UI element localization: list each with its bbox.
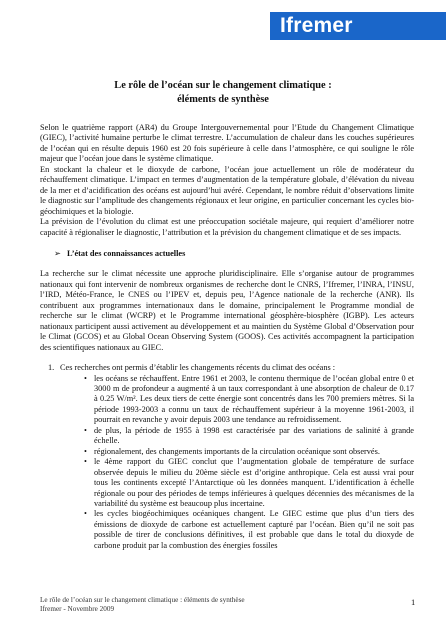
bullet-text: les océans se réchauffent. Entre 1961 et 2003, le contenu thermique de l’océan global entre 0 et 3000 m de profondeur a augmenté à un taux correspondant à une absorption de chaleur de 0.17 à 0.25 W/m². Les deux tiers de cette énergie sont concentrés dans les 700 premiers mètres. Si la période 1993-2003 a connu un taux de réchauffement supérieur à la moyenne 1961-2003, il pourrait en revanche y avoir depuis 2003 une tendance au refroidissement. xyxy=(94,373,414,425)
bullet-text: régionalement, des changements importants de la circulation océanique sont observés. xyxy=(94,446,380,456)
document-body xyxy=(40,123,414,551)
bullet-text: les cycles biogéochimiques océaniques changent. Le GIEC estime que plus d’un tiers des émissions de dioxyde de carbone est actuellement capturé par l’océan. Bien qu’il ne soit pas possible de tirer de conclusions définitives, il est probable que dans le total du dioxyde de carbone produit par la combustion des énergies fossiles xyxy=(94,509,414,550)
numbered-list-item xyxy=(48,363,414,373)
intro-paragraph-1: Selon le quatrième rapport (AR4) du Groupe Intergouvernemental pour l’Etude du Changement Climatique (GIEC), l’activité humaine perturbe le climat terrestre. L’accumulation de chaleur dans les couches supérieures de l’océan qui en résulte depuis 1960 est 20 fois supérieure à celle dans l’atmosphère, ce qui souligne le rôle majeur que l’océan joue dans le système climatique. xyxy=(40,123,414,164)
title-line-2: éléments de synthèse xyxy=(177,94,269,105)
footer-date: Ifremer - Novembre 2009 xyxy=(40,605,115,613)
intro-paragraph-2: En stockant la chaleur et le dioxyde de carbone, l’océan joue actuellement un rôle de modérateur du réchauffement climatique. L’impact en termes d’augmentation de la température globale, d’élévation du niveau de la mer et d’acidification des océans est aujourd’hui avéré. Cependant, le nombre réduit d’observations limite le diagnostic sur l’amplitude des changements régionaux et leur origine, en particulier concernant les cycles bio-géochimiques et la biologie. xyxy=(40,164,414,216)
list-number: 1. xyxy=(48,363,55,373)
bullet-icon: • xyxy=(84,509,87,519)
bullet-icon: • xyxy=(84,373,87,383)
bullet-text: le 4ème rapport du GIEC conclut que l’augmentation globale de température de surface observée depuis le milieu du 20ème siècle est d’origine anthropique. Cela est aussi vrai pour tous les continents excepté l’Antarctique où les données manquent. L’identification à échelle régionale ou pour des périodes de temps inférieures à quelques décennies des mécanismes de la variabilité du système est beaucoup plus incertaine. xyxy=(94,457,414,508)
document-title xyxy=(40,79,406,107)
section-heading xyxy=(54,248,414,259)
section-heading-text: L’état des connaissances actuelles xyxy=(66,248,186,258)
list-intro: Ces recherches ont permis d’établir les changements récents du climat des océans : xyxy=(60,363,336,373)
intro-paragraph-3: La prévision de l’évolution du climat est une préoccupation sociétale majeure, qui requiert d’améliorer notre capacité à régionaliser le diagnostic, l’attribution et la prévision du changement climatique et de ses impacts. xyxy=(40,217,414,237)
bullet-list xyxy=(60,374,414,552)
arrow-bullet-icon: ➢ xyxy=(54,247,61,258)
bullet-text: de plus, la période de 1955 à 1998 est caractérisée par des variations de salinité à grande échelle. xyxy=(94,425,414,446)
page-number: 1 xyxy=(411,597,416,607)
bullet-item xyxy=(84,457,414,509)
title-line-1: Le rôle de l’océan sur le changement climatique : xyxy=(114,80,332,91)
section-paragraph: La recherche sur le climat nécessite une approche pluridisciplinaire. Elle s’organise autour de programmes nationaux qui font intervenir de nombreux organismes de recherche dont le CNRS, l’Ifremer, l’INRA, l’INSU, l’IRD, Météo-France, le CNES ou l’IPEV et, depuis peu, l’Agence nationale de la recherche (ANR). Ils contribuent aux programmes internationaux dans le domaine, principalement le Programme mondial de recherche sur le climat (WCRP) et le Programme international géosphère-biosphère (IGBP). Les acteurs nationaux participent aussi activement au développement et au maintien du Système Global d’Observation pour le Climat (GCOS) et au Global Ocean Observing System (GOOS). Ces activités accompagnent la participation des scientifiques nationaux au GIEC. xyxy=(40,269,414,352)
footer-title: Le rôle de l’océan sur le changement climatique : éléments de synthèse xyxy=(40,596,245,604)
ifremer-logo xyxy=(270,12,446,40)
bullet-icon: • xyxy=(84,446,87,456)
bullet-item xyxy=(84,373,414,426)
numbered-list xyxy=(40,363,414,551)
bullet-icon: • xyxy=(84,425,87,435)
bullet-item xyxy=(84,509,414,551)
bullet-item xyxy=(84,425,414,447)
footer xyxy=(40,596,245,614)
bullet-item xyxy=(84,446,414,457)
logo-text: Ifremer xyxy=(280,14,353,37)
bullet-icon: • xyxy=(84,457,87,467)
